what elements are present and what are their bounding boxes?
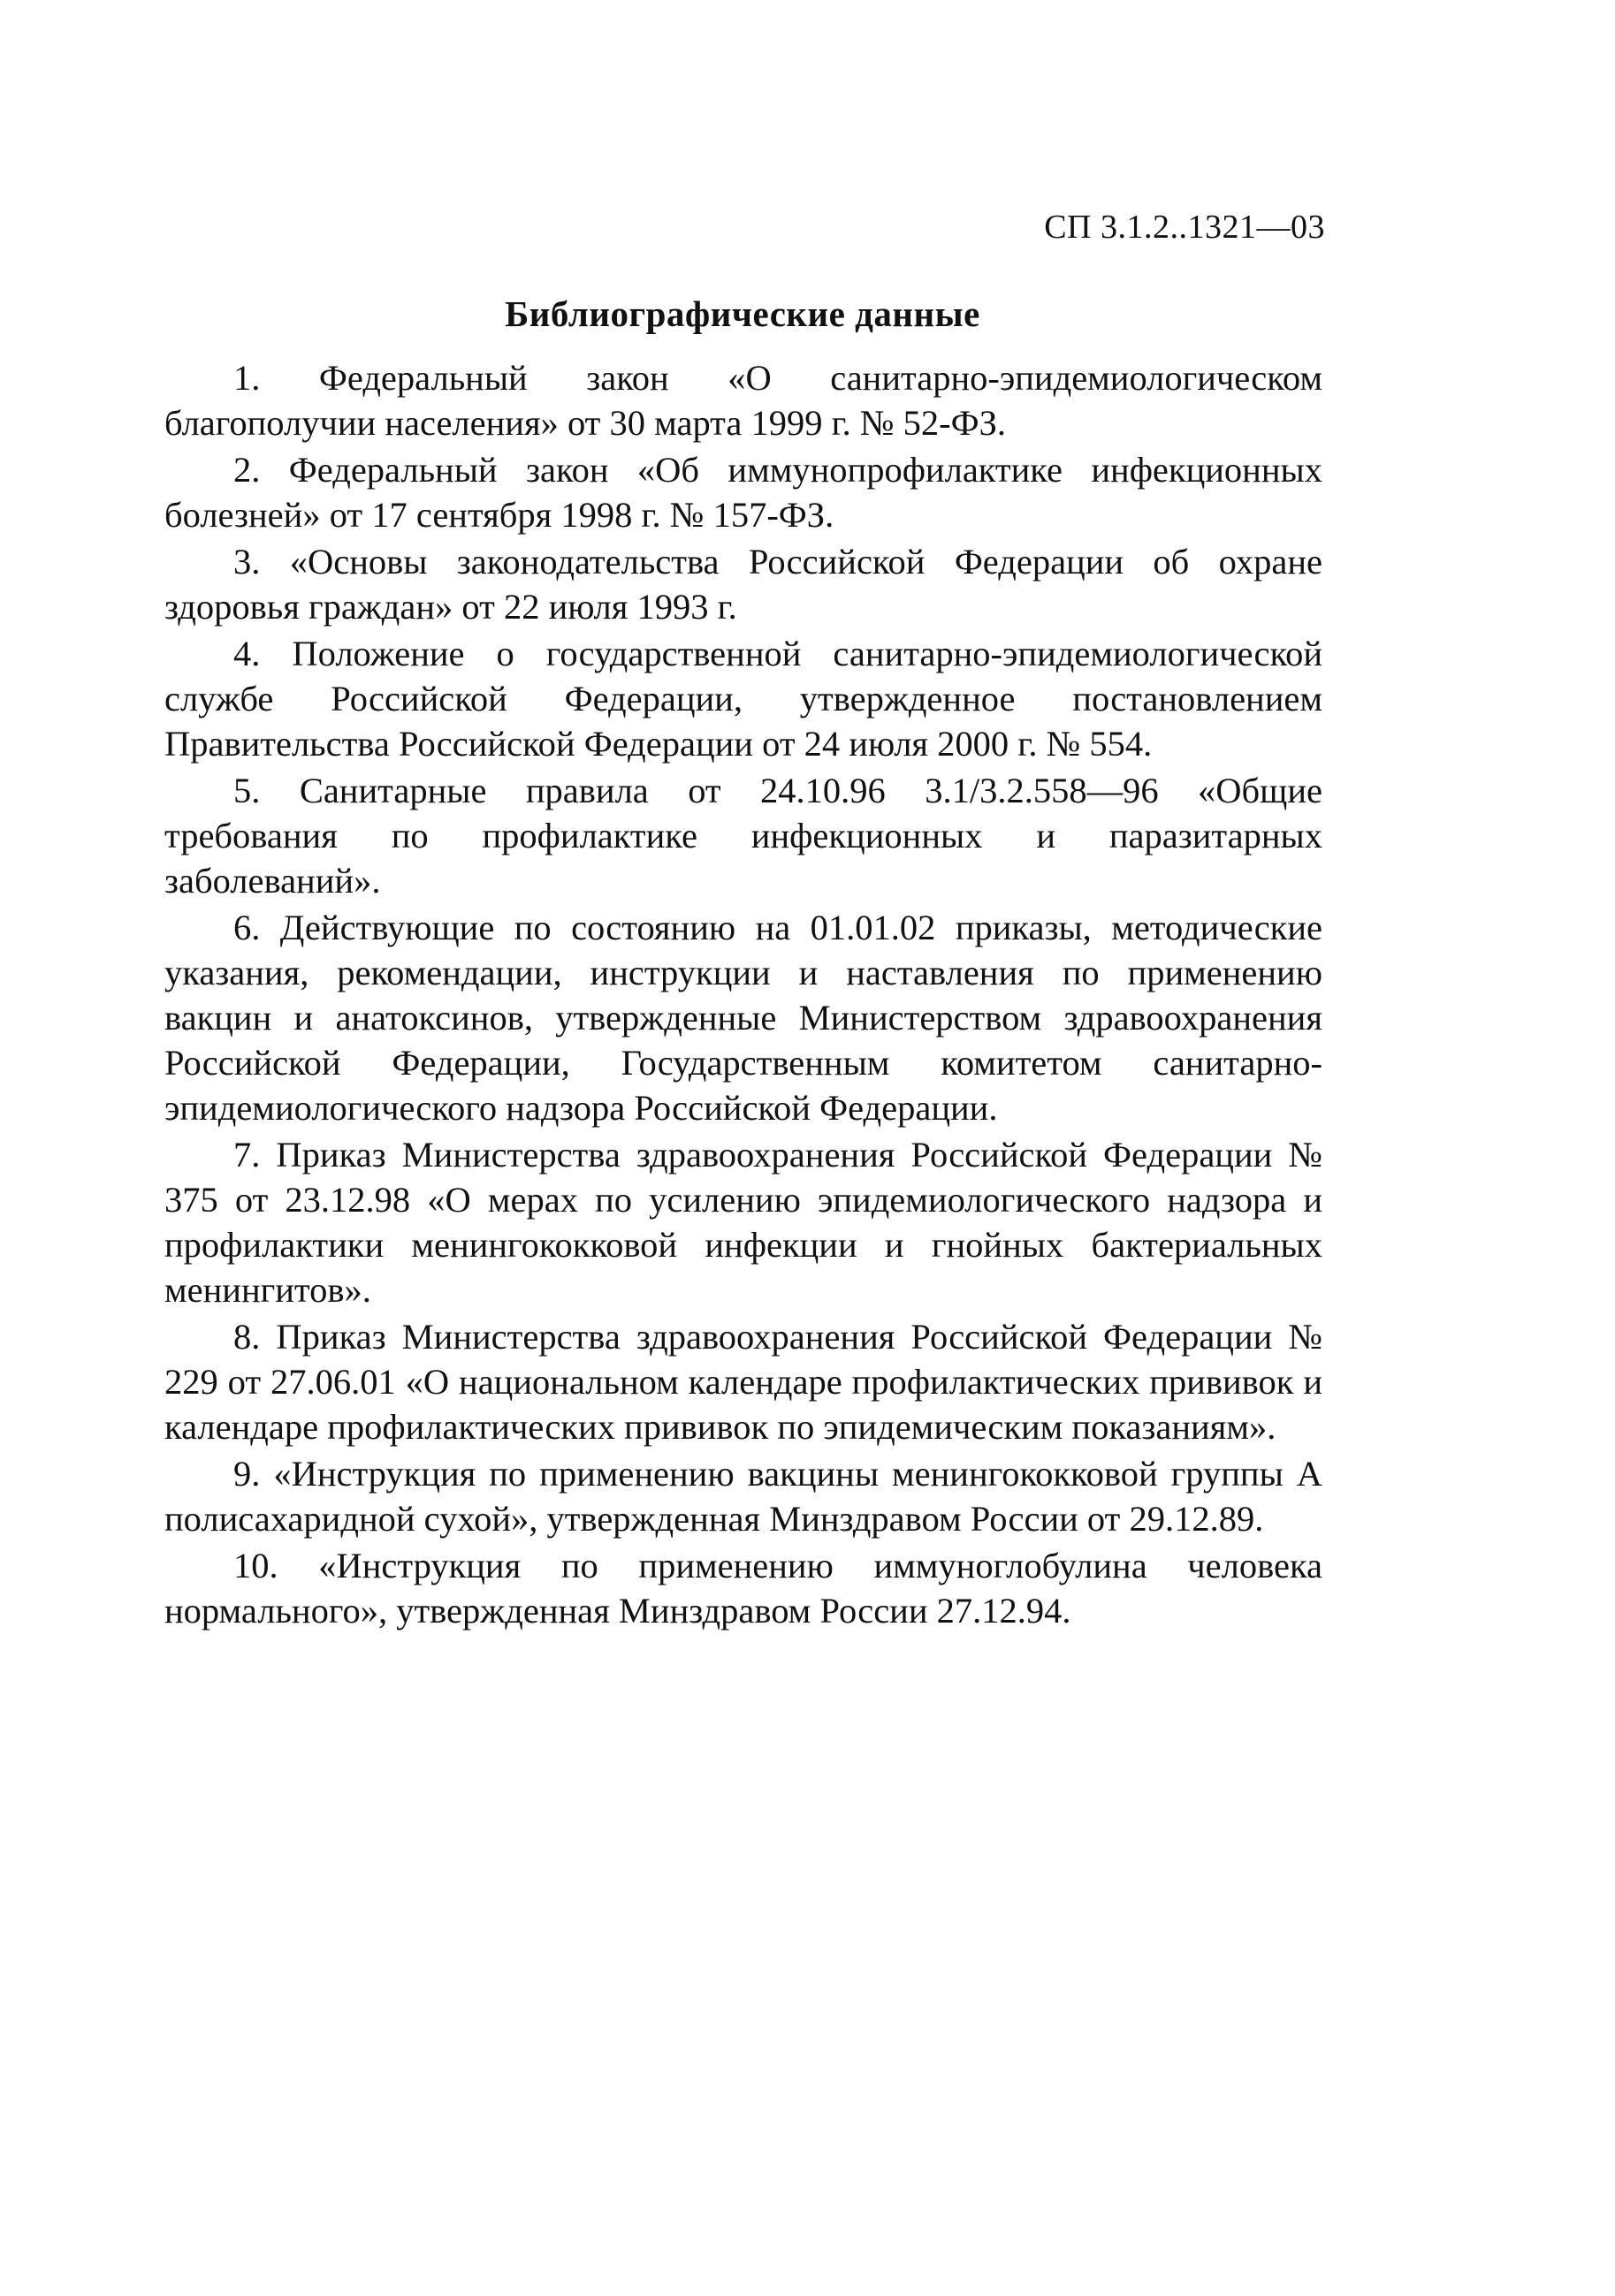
reference-item: 1. Федеральный закон «О санитарно-эпидемиологическом благополучии населения» от 30 марта 1999 г. № 52-ФЗ. — [164, 358, 1322, 443]
reference-item: 10. «Инструкция по применению иммуноглобулина человека нормального», утвержденная Минздравом России 27.12.94. — [164, 1546, 1322, 1631]
reference-list — [164, 355, 1322, 1635]
reference-item: 8. Приказ Министерства здравоохранения Российской Федерации № 229 от 27.06.01 «О национальном календаре профилактических прививок и календаре профилактических прививок по эпидемическим показаниям». — [164, 1317, 1322, 1447]
reference-item: 2. Федеральный закон «Об иммунопрофилактике инфекционных болезней» от 17 сентября 1998 г. № 157-ФЗ. — [164, 450, 1322, 535]
reference-item: 7. Приказ Министерства здравоохранения Российской Федерации № 375 от 23.12.98 «О мерах по усилению эпидемиологического надзора и профилактики менингококковой инфекции и гнойных бактериальных менингитов». — [164, 1135, 1322, 1310]
reference-item: 5. Санитарные правила от 24.10.96 3.1/3.2.558—96 «Общие требования по профилактике инфекционных и паразитарных заболеваний». — [164, 771, 1322, 901]
reference-item: 3. «Основы законодательства Российской Федерации об охране здоровья граждан» от 22 июля 1993 г. — [164, 542, 1322, 627]
reference-item: 4. Положение о государственной санитарно-эпидемиологической службе Российской Федерации, утвержденное постановлением Правительства Российской Федерации от 24 июля 2000 г. № 554. — [164, 634, 1322, 764]
reference-item: 9. «Инструкция по применению вакцины менингококковой группы А полисахаридной сухой», утвержденная Минздравом России от 29.12.89. — [164, 1454, 1322, 1539]
document-code: СП 3.1.2..1321—03 — [1044, 209, 1325, 246]
page-title: Библиографические данные — [505, 293, 980, 334]
reference-item: 6. Действующие по состоянию на 01.01.02 приказы, методические указания, рекомендации, инструкции и наставления по применению вакцин и анатоксинов, утвержденные Министерством здравоохранения Российской Федерации, Государственным комитетом санитарно-эпидемиологического надзора Российской Федерации. — [164, 908, 1322, 1128]
